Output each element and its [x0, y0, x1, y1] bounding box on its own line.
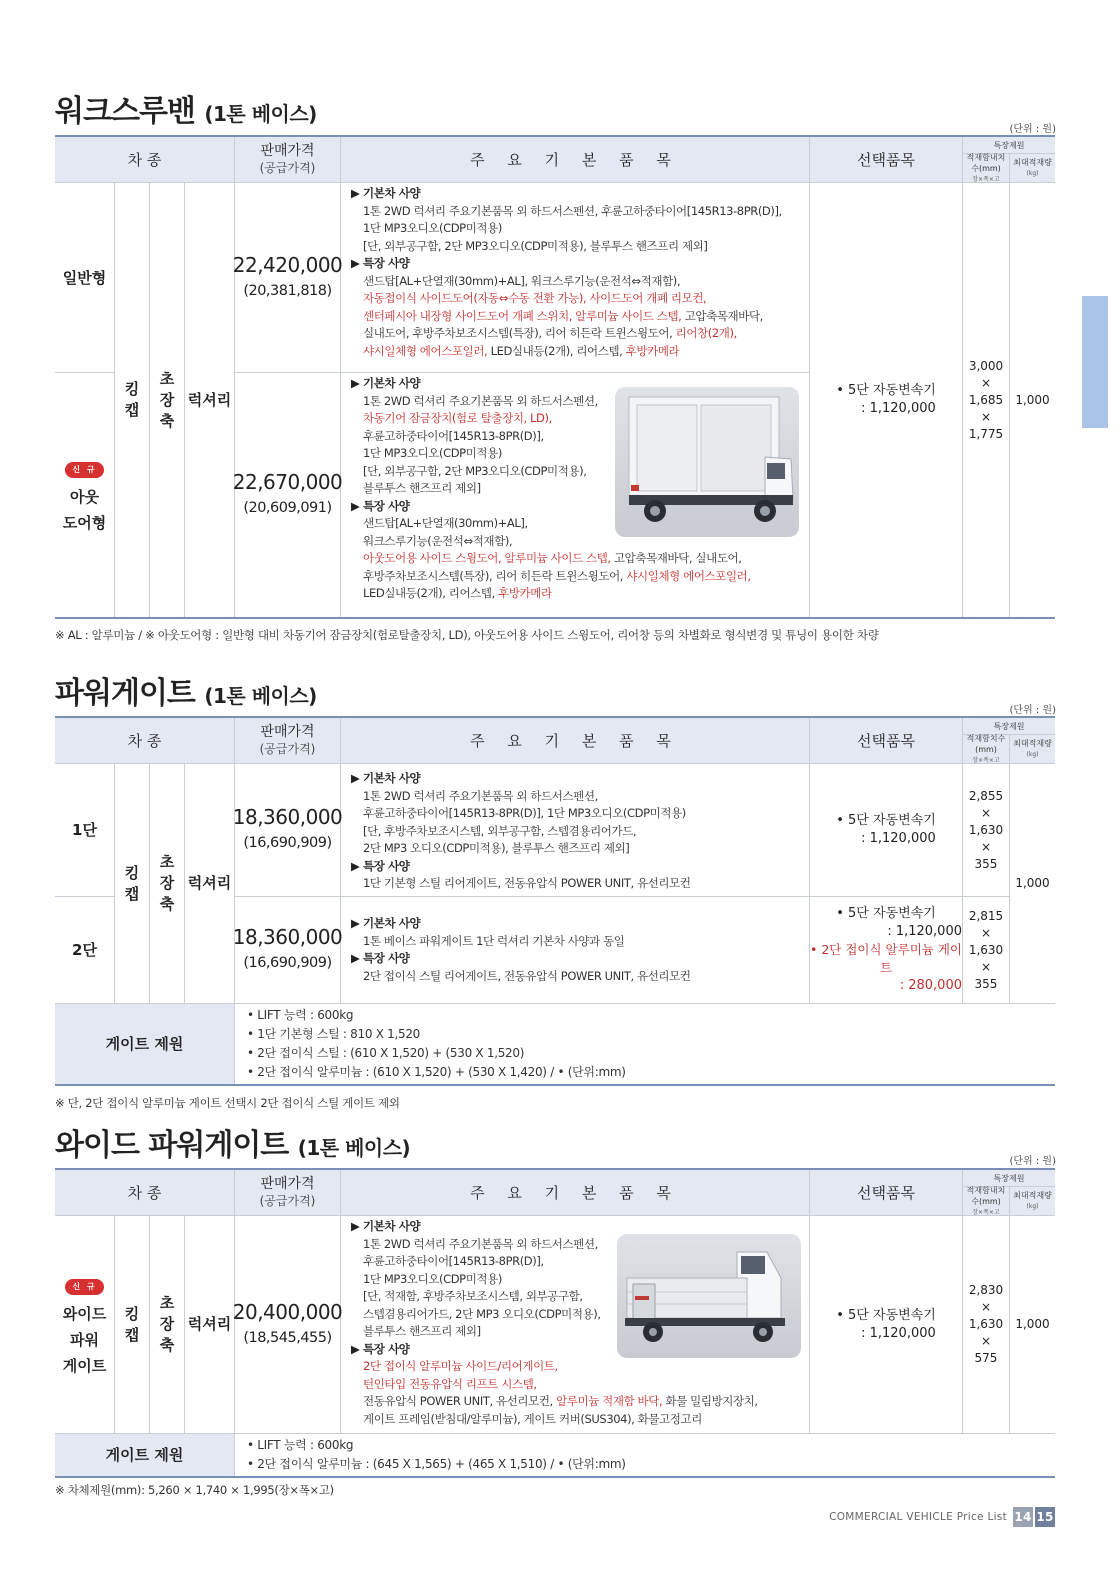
- price-2dan: 18,360,000 (16,690,909): [235, 897, 341, 1004]
- items-wide: ▶ 기본차 사양 1톤 2WD 럭셔리 주요기본품목 외 하드서스펜션, 후륜고하중타이어[145R13-8PR(D)], 1단 MP3오디오(CDP미적용) [단, 적재함, 후방주차보조시스템, 외부공구함, 스텝겸용리어가드, 2단 MP3 오디오(CDP미적용), 블루투스 핸즈프리 제외] ▶ 특장 사양 2단 접이식 알루미늄 사이드/리어게이트, 턴인타입 전동유압식 리프트 시스템, 전동유압식 POWER UNIT, 유선리모컨, 알루미늄 적재함 바닥, 화물 밀림방지장치, 게이트 프레임(받침대/알루미늄), 게이트 커버(SUS304), 화물고정고리: [341, 1216, 810, 1434]
- header-spec-size: 적재함내치수(mm) 장×폭×고: [963, 1187, 1010, 1216]
- page-footer: [829, 1507, 1055, 1527]
- gate-spec-label: 게이트 제원: [55, 1004, 235, 1084]
- price-wide: 20,400,000 (18,545,455): [235, 1216, 341, 1434]
- header-spec-max: 최대적재량 (kg): [1010, 1187, 1055, 1216]
- unit-label: (단위 : 원): [1009, 705, 1056, 716]
- super-long-label: 초 장 축: [150, 1216, 185, 1434]
- header-option: 선택품목: [810, 718, 963, 764]
- header-price: 판매가격 (공급가격): [235, 137, 341, 183]
- wide-powergate-table: [55, 1168, 1055, 1478]
- header-main-items: 주 요 기 본 품 목: [341, 137, 810, 183]
- price-general: 22,420,000 (20,381,818): [235, 183, 341, 373]
- header-spec-group: 특장제원: [963, 137, 1055, 154]
- load-dims: 3,000 × 1,685 × 1,775: [963, 183, 1010, 617]
- option-cell: • 5단 자동변속기 : 1,120,000: [810, 183, 963, 617]
- items-1dan: ▶ 기본차 사양 1톤 2WD 럭셔리 주요기본품목 외 하드서스펜션, 후륜고하중타이어[145R13-8PR(D)], 1단 MP3오디오(CDP미적용) [단, 후방주차보조시스템, 외부공구함, 스텝겸용리어가드, 2단 MP3 오디오(CDP미적용), 블루투스 핸즈프리 제외] ▶ 특장 사양 1단 기본형 스틸 리어게이트, 전동유압식 POWER UNIT, 유선리모컨: [341, 764, 810, 897]
- line: 샤시일체형 에어스포일러, LED실내등(2개), 리어스텝, 후방카메라: [363, 343, 680, 358]
- unit-label: (단위 : 원): [1009, 124, 1056, 135]
- powergate-table: [55, 716, 1055, 1086]
- king-cab-label: 킹 캡: [115, 183, 150, 617]
- header-option: 선택품목: [810, 1170, 963, 1216]
- row-label-wide: 신 규 와이드 파워 게이트: [55, 1216, 115, 1434]
- line: 샌드탑[AL+단열재(30mm)+AL], 워크스루기능(운전석⇔적재함),: [363, 273, 681, 288]
- header-price: 판매가격 (공급가격): [235, 1170, 341, 1216]
- header-spec-group: 특장제원: [963, 718, 1055, 735]
- header-price: 판매가격 (공급가격): [235, 718, 341, 764]
- row-label-2dan: 2단: [55, 897, 115, 1004]
- new-badge: 신 규: [65, 1279, 103, 1295]
- max-load: 1,000: [1015, 392, 1050, 407]
- load-dims-wide: 2,830 × 1,630 × 575: [963, 1216, 1010, 1434]
- new-badge: 신 규: [65, 462, 103, 478]
- gate-spec-label: 게이트 제원: [55, 1434, 235, 1476]
- section-title-walkthrough: 워크스루밴 (1톤 베이스): [55, 94, 317, 129]
- price-1dan: 18,360,000 (16,690,909): [235, 764, 341, 897]
- header-type: 차 종: [55, 718, 235, 764]
- items-general: ▶ 기본차 사양 1톤 2WD 럭셔리 주요기본품목 외 하드서스펜션, 후륜고하중타이어[145R13-8PR(D)], 1단 MP3오디오(CDP미적용) [단, 외부공구함, 2단 MP3오디오(CDP미적용), 블루투스 핸즈프리 제외] ▶ 특장 사양 샌드탑[AL+단열재(30mm)+AL], 워크스루기능(운전석⇔적재함), 자동접이식 사이드도어(자동⇔수동 전환 가능), 사이드도어 개폐 리모컨, 센터페시아 내장형 사이드도어 개폐 스위치, 알루미늄 사이드 스텝, 고압축목재바닥, 실내도어, 후방주차보조시스템(특장), 리어 히든락 트윈스윙도어, 리어창(2개), 샤시일체형 에어스포일러, LED실내등(2개), 리어스텝, 후방카메라: [341, 183, 810, 373]
- line: 자동접이식 사이드도어(자동⇔수동 전환 가능), 사이드도어 개폐 리모컨,: [363, 291, 707, 305]
- note-walkthrough: ※ AL : 알루미늄 / ※ 아웃도어형 : 일반형 대비 차동기어 잠금장치(험로탈출장치, LD), 아웃도어용 사이드 스윙도어, 리어창 등의 차별화로 형식변경 및 튜닝이 용이한 차량: [55, 628, 879, 642]
- gate-spec-values: • LIFT 능력 : 600kg • 2단 접이식 알루미늄 : (645 X 1,565) + (465 X 1,510) / • (단위:mm): [247, 1438, 626, 1471]
- luxury-label: 럭셔리: [185, 764, 235, 1004]
- max-load: 1,000: [1010, 764, 1055, 1004]
- items-2dan: ▶ 기본차 사양 1톤 베이스 파워게이트 1단 럭셔리 기본차 사양과 동일 ▶ 특장 사양 2단 접이식 스틸 리어게이트, 전동유압식 POWER UNIT, 유선리모컨: [341, 897, 810, 1004]
- load-dims-2dan: 2,815 × 1,630 × 355: [963, 897, 1010, 1004]
- header-spec-max: 최대적재량 (kg): [1010, 735, 1055, 764]
- lift-gate-truck-photo: [617, 1234, 801, 1358]
- row-label-1dan: 1단: [55, 764, 115, 897]
- gate-spec-values: • LIFT 능력 : 600kg • 1단 기본형 스틸 : 810 X 1,520 • 2단 접이식 스틸 : (610 X 1,520) + (530 X 1,520) • 2단 접이식 알루미늄 : (610 X 1,520) + (530 X 1,420) / • (단위:mm): [247, 1008, 626, 1079]
- line: 실내도어, 후방주차보조시스템(특장), 리어 히든락 트윈스윙도어, 리어창(2개),: [363, 326, 737, 340]
- king-cab-label: 킹 캡: [115, 764, 150, 1004]
- option-2dan: • 5단 자동변속기 : 1,120,000 • 2단 접이식 알루미늄 게이트 : 280,000: [810, 897, 963, 1004]
- option-1dan: • 5단 자동변속기 : 1,120,000: [810, 764, 963, 897]
- option-wide: • 5단 자동변속기 : 1,120,000: [810, 1216, 963, 1434]
- footer-text: COMMERCIAL VEHICLE Price List: [829, 1511, 1007, 1523]
- note-powergate: ※ 단, 2단 접이식 알루미늄 게이트 선택시 2단 접이식 스틸 게이트 제외: [55, 1096, 400, 1110]
- note-wide-powergate: ※ 차체제원(mm): 5,260 × 1,740 × 1,995(장×폭×고): [55, 1483, 334, 1497]
- page-number-left: 14: [1013, 1507, 1033, 1527]
- header-spec-size: 적재함치수(mm) 장×폭×고: [963, 735, 1010, 764]
- section-title-powergate: 파워게이트 (1톤 베이스): [55, 676, 317, 711]
- load-dims-1dan: 2,855 × 1,630 × 355: [963, 764, 1010, 897]
- super-long-label: 초 장 축: [150, 183, 185, 617]
- walkthrough-table: [55, 135, 1055, 619]
- price-outdoor: 22,670,000 (20,609,091): [235, 373, 341, 617]
- header-main-items: 주 요 기 본 품 목: [341, 718, 810, 764]
- super-long-label: 초 장 축: [150, 764, 185, 1004]
- section-title-wide-powergate: 와이드 파워게이트 (1톤 베이스): [55, 1128, 411, 1163]
- line: 센터페시아 내장형 사이드도어 개폐 스위치, 알루미늄 사이드 스텝, 고압축목재바닥,: [363, 308, 763, 323]
- row-label-outdoor: 신 규 아웃 도어형: [55, 373, 115, 617]
- max-load: 1,000: [1010, 1216, 1055, 1434]
- header-type: 차 종: [55, 1170, 235, 1216]
- row-label-general: 일반형: [55, 183, 115, 373]
- page-number-right: 15: [1035, 1507, 1055, 1527]
- king-cab-label: 킹 캡: [115, 1216, 150, 1434]
- header-spec-size: 적재함내치수(mm) 장×폭×고: [963, 154, 1010, 183]
- header-main-items: 주 요 기 본 품 목: [341, 1170, 810, 1216]
- header-type: 차 종: [55, 137, 235, 183]
- side-tab-marker: [1082, 296, 1108, 428]
- box-truck-photo: [615, 387, 799, 537]
- header-spec-group: 특장제원: [963, 1170, 1055, 1187]
- unit-label: (단위 : 원): [1009, 1156, 1056, 1167]
- luxury-label: 럭셔리: [185, 1216, 235, 1434]
- header-spec-max: 최대적재량 (kg): [1010, 154, 1055, 183]
- items-outdoor: ▶ 기본차 사양 1톤 2WD 럭셔리 주요기본품목 외 하드서스펜션, 차동기어 잠금장치(험로 탈출장치, LD), 후륜고하중타이어[145R13-8PR(D)], 1단 MP3오디오(CDP미적용) [단, 외부공구함, 2단 MP3오디오(CDP미적용), 블루투스 핸즈프리 제외] ▶ 특장 사양 샌드탑[AL+단열재(30mm)+AL], 워크스루기능(운전석⇔적재함), 아웃도어용 사이드 스윙도어, 알루미늄 사이드 스텝, 고압축목재바닥, 실내도어, 후방주차보조시스템(특장), 리어 히든락 트윈스윙도어, 샤시일체형 에어스포일러, LED실내등(2개), 리어스텝, 후방카메라: [341, 373, 810, 617]
- luxury-label: 럭셔리: [185, 183, 235, 617]
- header-option: 선택품목: [810, 137, 963, 183]
